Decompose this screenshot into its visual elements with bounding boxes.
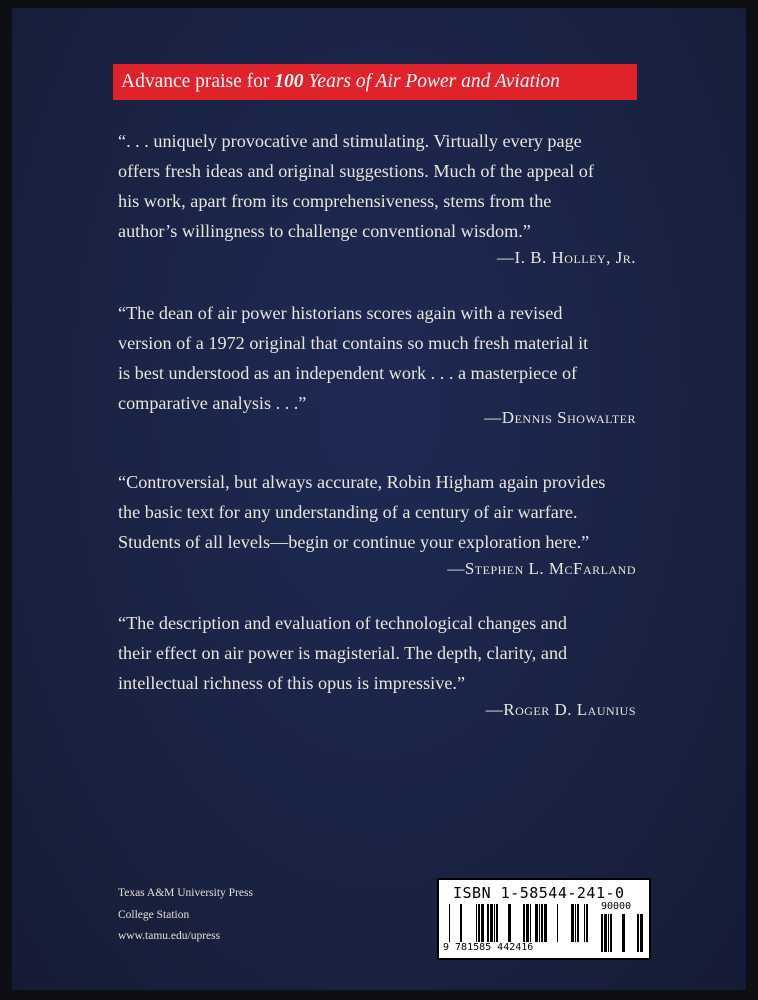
barcode-bar (508, 904, 511, 942)
barcode-bar (530, 904, 531, 942)
publisher-url: www.tamu.edu/upress (118, 930, 221, 942)
barcode-bar (604, 914, 607, 952)
attribution-showalter: —Dennis Showalter (484, 408, 636, 427)
quote-line: comparative analysis . . .” (118, 393, 307, 413)
quote-line: intellectual richness of this opus is impressive.” (118, 673, 466, 693)
publisher-info (118, 883, 253, 948)
attribution-mcfarland: —Stephen L. McFarland (447, 559, 636, 578)
quote-mcfarland (118, 467, 648, 557)
barcode-bar (526, 904, 529, 942)
isbn-label: ISBN 1-58544-241-0 (453, 884, 625, 902)
barcode-bar (535, 904, 538, 942)
quote-line: author’s willingness to challenge conventional wisdom.” (118, 221, 531, 241)
barcode-bar (610, 914, 612, 952)
barcode-bar (637, 914, 639, 952)
barcode-bar (490, 904, 493, 942)
barcode-bar (601, 914, 603, 952)
barcode-bar (496, 904, 498, 942)
barcode-bar (539, 904, 540, 942)
barcode-bar (544, 904, 547, 942)
banner-title: Years of Air Power and Aviation (303, 71, 560, 92)
barcode-bar (494, 904, 495, 942)
barcode-bar (577, 904, 579, 942)
barcode-bar (586, 904, 588, 942)
price-code: 90000 (601, 901, 632, 912)
barcode-bar (487, 904, 489, 942)
barcode-bar (481, 904, 484, 942)
quote-line: the basic text for any understanding of a century of air warfare. (118, 502, 578, 522)
advance-praise-banner (113, 64, 637, 100)
quote-line: Students of all levels—begin or continue your exploration here.” (118, 532, 590, 552)
quote-line: “The dean of air power historians scores again with a revised (118, 303, 563, 323)
barcode-bar (460, 904, 462, 942)
barcode-bar (584, 904, 585, 942)
attribution-launius: —Roger D. Launius (485, 700, 636, 719)
barcode-bar (478, 904, 480, 942)
banner-prefix: Advance praise for (121, 71, 275, 92)
barcode-bar (476, 904, 477, 942)
book-back-cover (12, 8, 746, 990)
barcode-bar (608, 914, 609, 952)
barcode-bar (557, 904, 558, 942)
barcode-bar (575, 904, 576, 942)
publisher-city: College Station (118, 908, 190, 921)
barcode-bar (622, 914, 625, 952)
quote-line: his work, apart from its comprehensiveness, stems from the (118, 191, 552, 211)
quote-line: version of a 1972 original that contains so much fresh material it (118, 333, 589, 353)
barcode-bar (449, 904, 450, 942)
barcode-bar (523, 904, 525, 942)
barcode-bar (541, 904, 543, 942)
quote-line: “. . . uniquely provocative and stimulating. Virtually every page (118, 131, 582, 151)
ean-number: 9 781585 442416 (443, 942, 534, 953)
quote-holley (118, 126, 648, 246)
publisher-name: Texas A&M University Press (118, 887, 253, 899)
attribution-holley: —I. B. Holley, Jr. (497, 248, 636, 267)
quote-showalter (118, 298, 648, 418)
quote-line: “The description and evaluation of technological changes and (118, 613, 567, 633)
banner-number: 100 (274, 71, 304, 92)
quote-line: is best understood as an independent work . . . a masterpiece of (118, 363, 578, 383)
barcode-bar (571, 904, 574, 942)
barcode-bar (640, 914, 643, 952)
quote-launius (118, 608, 648, 698)
quote-line: their effect on air power is magisterial. The depth, clarity, and (118, 643, 568, 663)
quote-line: offers fresh ideas and original suggestions. Much of the appeal of (118, 161, 594, 181)
quote-line: “Controversial, but always accurate, Robin Higham again provides (118, 472, 606, 492)
isbn-barcode (437, 878, 651, 960)
